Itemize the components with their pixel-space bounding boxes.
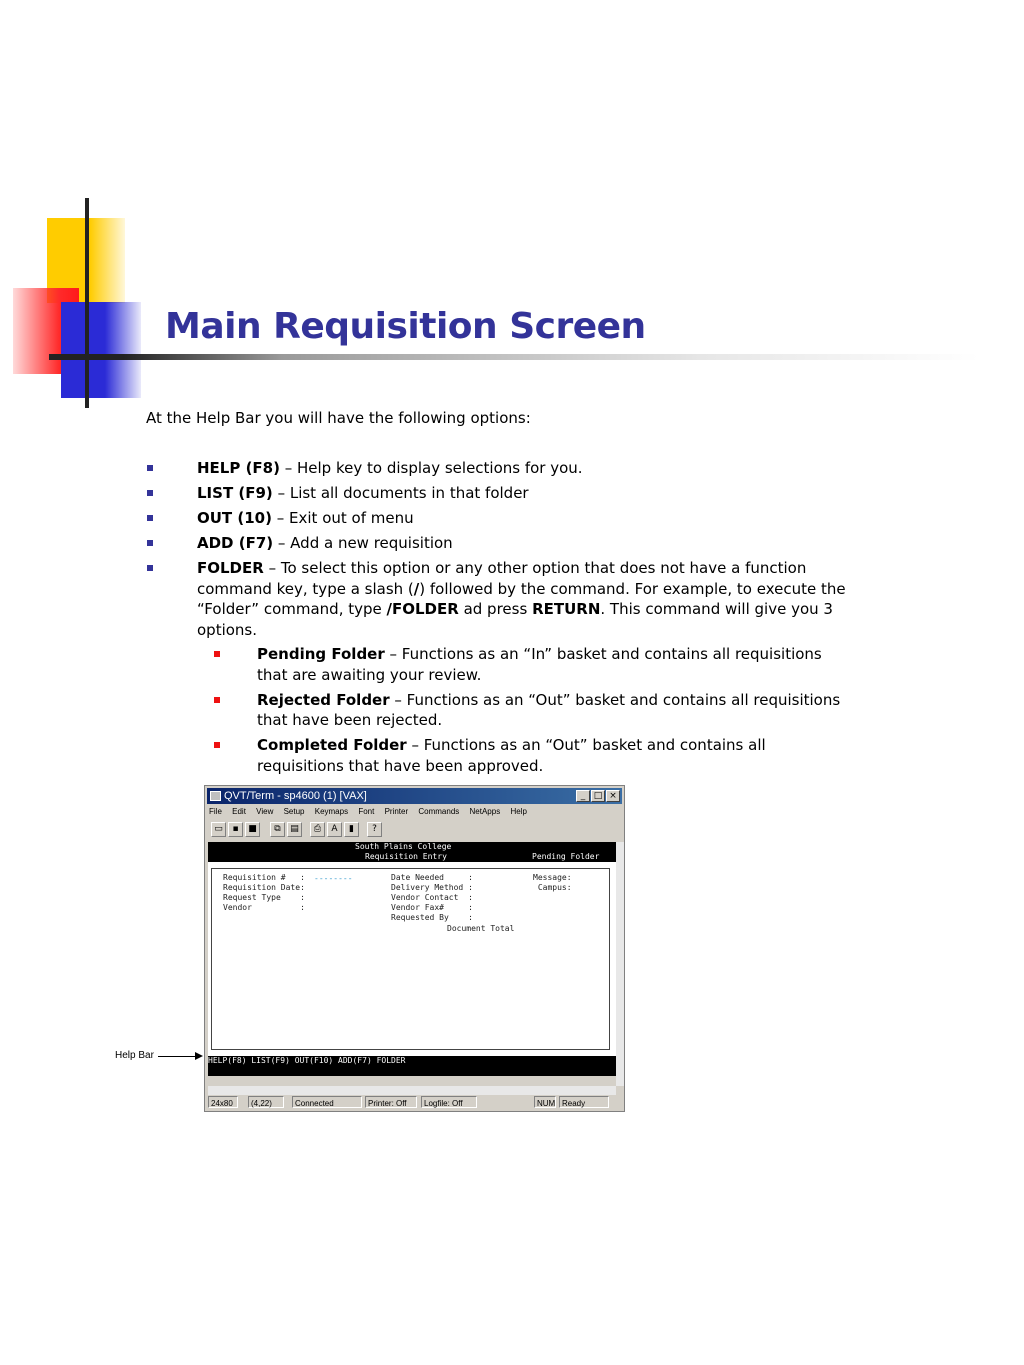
font-icon[interactable]: A xyxy=(327,822,342,837)
page-title: Main Requisition Screen xyxy=(165,306,646,347)
status-cursor: (4,22) xyxy=(248,1096,284,1108)
open-folder-icon[interactable]: ▭ xyxy=(211,822,226,837)
folder-desc: – Functions as an “Out” basket and contains all requisitions that have been approved. xyxy=(257,736,766,775)
help-bar xyxy=(208,1056,616,1076)
window-title: QVT/Term - sp4600 (1) [VAX] xyxy=(224,790,367,802)
list-item xyxy=(197,735,846,776)
option-desc: – To select this option or any other option that does not have a function command key, type a slash ( xyxy=(197,559,807,598)
arrow-icon xyxy=(158,1056,196,1057)
status-num: NUM xyxy=(534,1096,556,1108)
maximize-icon[interactable]: □ xyxy=(591,790,605,802)
folder-name: Completed Folder xyxy=(257,736,407,754)
list-item xyxy=(146,483,846,504)
status-size: 24x80 xyxy=(208,1096,238,1108)
form-fields-right: Message: Campus: xyxy=(533,873,572,892)
statusbar xyxy=(208,1096,621,1109)
option-desc: – Add a new requisition xyxy=(273,534,453,552)
option-key: HELP (F8) xyxy=(197,459,280,477)
window-titlebar xyxy=(207,788,622,804)
list-item xyxy=(146,458,846,479)
colors-icon[interactable]: ▮ xyxy=(344,822,359,837)
menu-keymaps[interactable]: Keymaps xyxy=(314,807,349,816)
option-key: LIST (F9) xyxy=(197,484,273,502)
document-total: Document Total xyxy=(447,924,515,933)
print-icon[interactable]: ⎙ xyxy=(310,822,325,837)
option-desc: – Exit out of menu xyxy=(271,509,414,527)
arrowhead-icon xyxy=(195,1052,203,1060)
folder-name: Pending Folder xyxy=(532,852,600,861)
disk-icon[interactable]: ▪ xyxy=(228,822,243,837)
menu-edit[interactable]: Edit xyxy=(232,807,246,816)
menu-netapps[interactable]: NetApps xyxy=(469,807,501,816)
menu-view[interactable]: View xyxy=(256,807,274,816)
option-desc: ) followed by the command. For example, to execute the “Folder” command, type xyxy=(197,579,846,618)
options-list xyxy=(146,458,846,781)
folder-sublist xyxy=(197,644,846,776)
option-desc: – List all documents in that folder xyxy=(272,484,529,502)
decor-blue-square xyxy=(61,302,141,398)
menubar xyxy=(209,805,535,819)
decor-vertical-line xyxy=(85,198,89,408)
terminal-screen[interactable] xyxy=(208,842,616,1076)
status-connection: Connected xyxy=(292,1096,362,1108)
menu-file[interactable]: File xyxy=(209,807,222,816)
paste-icon[interactable]: ▤ xyxy=(287,822,302,837)
status-ready: Ready xyxy=(559,1096,609,1108)
folder-command: /FOLDER xyxy=(386,600,459,618)
terminal-header xyxy=(208,842,616,862)
option-key: FOLDER xyxy=(197,559,264,577)
list-item xyxy=(197,644,846,685)
return-key: RETURN xyxy=(532,600,601,618)
option-desc: – Help key to display selections for you. xyxy=(279,459,583,477)
help-bar-text: HELP(F8) LIST(F9) OUT(F10) ADD(F7) FOLDER xyxy=(208,1056,406,1065)
app-icon xyxy=(210,791,221,801)
menu-printer[interactable]: Printer xyxy=(384,807,409,816)
option-desc: . This command will give you 3 options. xyxy=(197,600,833,639)
folder-desc: – Functions as an “Out” basket and contains all requisitions that have been rejected. xyxy=(257,690,841,729)
screen-name: Requisition Entry xyxy=(365,852,447,861)
folder-desc: – Functions as an “In” basket and contains all requisitions that are awaiting your review. xyxy=(257,645,822,684)
option-key: OUT (10) xyxy=(197,509,272,527)
menu-help[interactable]: Help xyxy=(510,807,527,816)
list-item xyxy=(146,533,846,554)
toolbar xyxy=(209,822,620,840)
list-item xyxy=(197,690,846,731)
horizontal-scrollbar[interactable] xyxy=(208,1086,616,1095)
help-bar-label: Help Bar xyxy=(115,1050,154,1061)
minimize-icon[interactable]: _ xyxy=(576,790,590,802)
list-item xyxy=(146,508,846,529)
folder-name: Pending Folder xyxy=(257,645,385,663)
help-icon[interactable]: ? xyxy=(367,822,382,837)
intro-text: At the Help Bar you will have the following options: xyxy=(146,409,531,427)
status-logfile: Logfile: Off xyxy=(421,1096,477,1108)
vertical-scrollbar[interactable] xyxy=(616,842,624,1086)
menu-setup[interactable]: Setup xyxy=(283,807,305,816)
close-icon[interactable]: × xyxy=(606,790,620,802)
option-key: ADD (F7) xyxy=(197,534,274,552)
save-icon[interactable]: ■ xyxy=(245,822,260,837)
form-fields-mid: Date Needed : Delivery Method : Vendor Contact : Vendor Fax# : Requested By : xyxy=(391,873,473,922)
slash-char: / xyxy=(413,579,420,598)
college-name: South Plains College xyxy=(355,842,452,851)
menu-font[interactable]: Font xyxy=(358,807,375,816)
status-printer: Printer: Off xyxy=(365,1096,417,1108)
copy-icon[interactable]: ⧉ xyxy=(270,822,285,837)
title-underline xyxy=(49,354,979,360)
requisition-number-input[interactable]: -------- xyxy=(314,874,353,883)
option-desc: ad press xyxy=(458,600,533,618)
list-item xyxy=(146,558,846,776)
terminal-window xyxy=(204,785,625,1112)
menu-commands[interactable]: Commands xyxy=(418,807,460,816)
form-fields-left: Requisition # : Requisition Date: Request Type : Vendor : xyxy=(223,873,305,912)
folder-name: Rejected Folder xyxy=(257,690,390,709)
